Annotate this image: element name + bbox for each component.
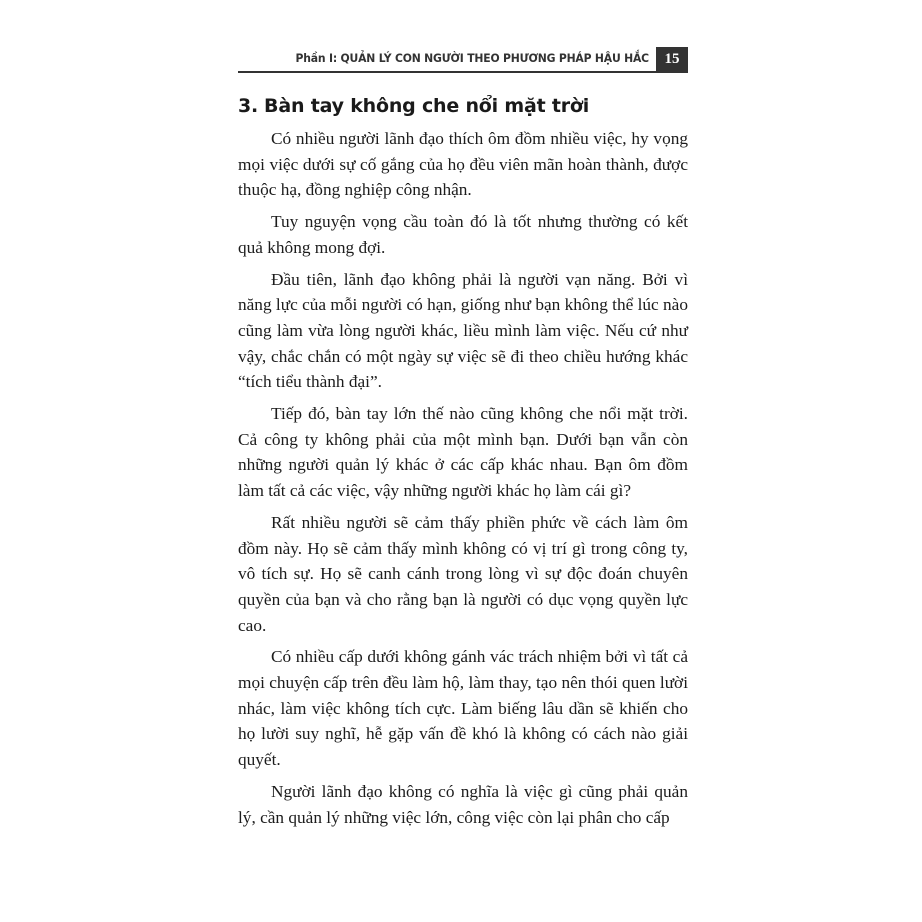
section-number: 3.	[238, 95, 259, 117]
paragraph-2: Tuy nguyện vọng cầu toàn đó là tốt nhưng thường có kết quả không mong đợi.	[238, 212, 688, 257]
header-rule	[238, 71, 688, 73]
paragraph-3: Đầu tiên, lãnh đạo không phải là người vạn năng. Bởi vì năng lực của mỗi người có hạn, giống như bạn không thể lúc nào cũng làm vừa lòng người khác, liều mình làm việc. Nếu cứ như vậy, chắc chắn có một ngày sự việc sẽ đi theo chiều hướng khác “tích tiểu thành đại”.	[238, 269, 688, 392]
page-number: 15	[656, 47, 688, 71]
section-title	[238, 92, 688, 120]
paragraph-1: Có nhiều người lãnh đạo thích ôm đồm nhiều việc, hy vọng mọi việc dưới sự cố gắng của họ đều viên mãn hoàn thành, được thuộc hạ, đồng nghiệp công nhận.	[238, 129, 688, 200]
page-header	[238, 49, 688, 71]
section-title-text: Bàn tay không che nổi mặt trời	[264, 95, 590, 117]
running-head: Phần I: QUẢN LÝ CON NGƯỜI THEO PHƯƠNG PHÁP HẬU HẮC	[295, 51, 649, 65]
paragraph-4: Tiếp đó, bàn tay lớn thế nào cũng không che nổi mặt trời. Cả công ty không phải của một mình bạn. Dưới bạn vẫn còn những người quản lý khác ở các cấp khác nhau. Bạn ôm đồm làm tất cả các việc, vậy những người khác họ làm cái gì?	[238, 404, 688, 501]
page-body	[238, 92, 688, 836]
paragraph-7: Người lãnh đạo không có nghĩa là việc gì cũng phải quản lý, cần quản lý những việc lớn, công việc còn lại phân cho cấp	[238, 781, 688, 827]
paragraph-5: Rất nhiều người sẽ cảm thấy phiền phức về cách làm ôm đồm này. Họ sẽ cảm thấy mình không có vị trí gì trong công ty, vô tích sự. Họ sẽ canh cánh trong lòng vì sự độc đoán chuyên quyền của bạn và cho rằng bạn là người có dục vọng quyền lực cao.	[238, 512, 688, 635]
paragraph-6: Có nhiều cấp dưới không gánh vác trách nhiệm bởi vì tất cả mọi chuyện cấp trên đều làm hộ, làm thay, tạo nên thói quen lười nhác, làm việc không tích cực. Làm biếng lâu dần sẽ khiến cho họ lười suy nghĩ, hễ gặp vấn đề khó là không có cách nào giải quyết.	[238, 647, 688, 770]
